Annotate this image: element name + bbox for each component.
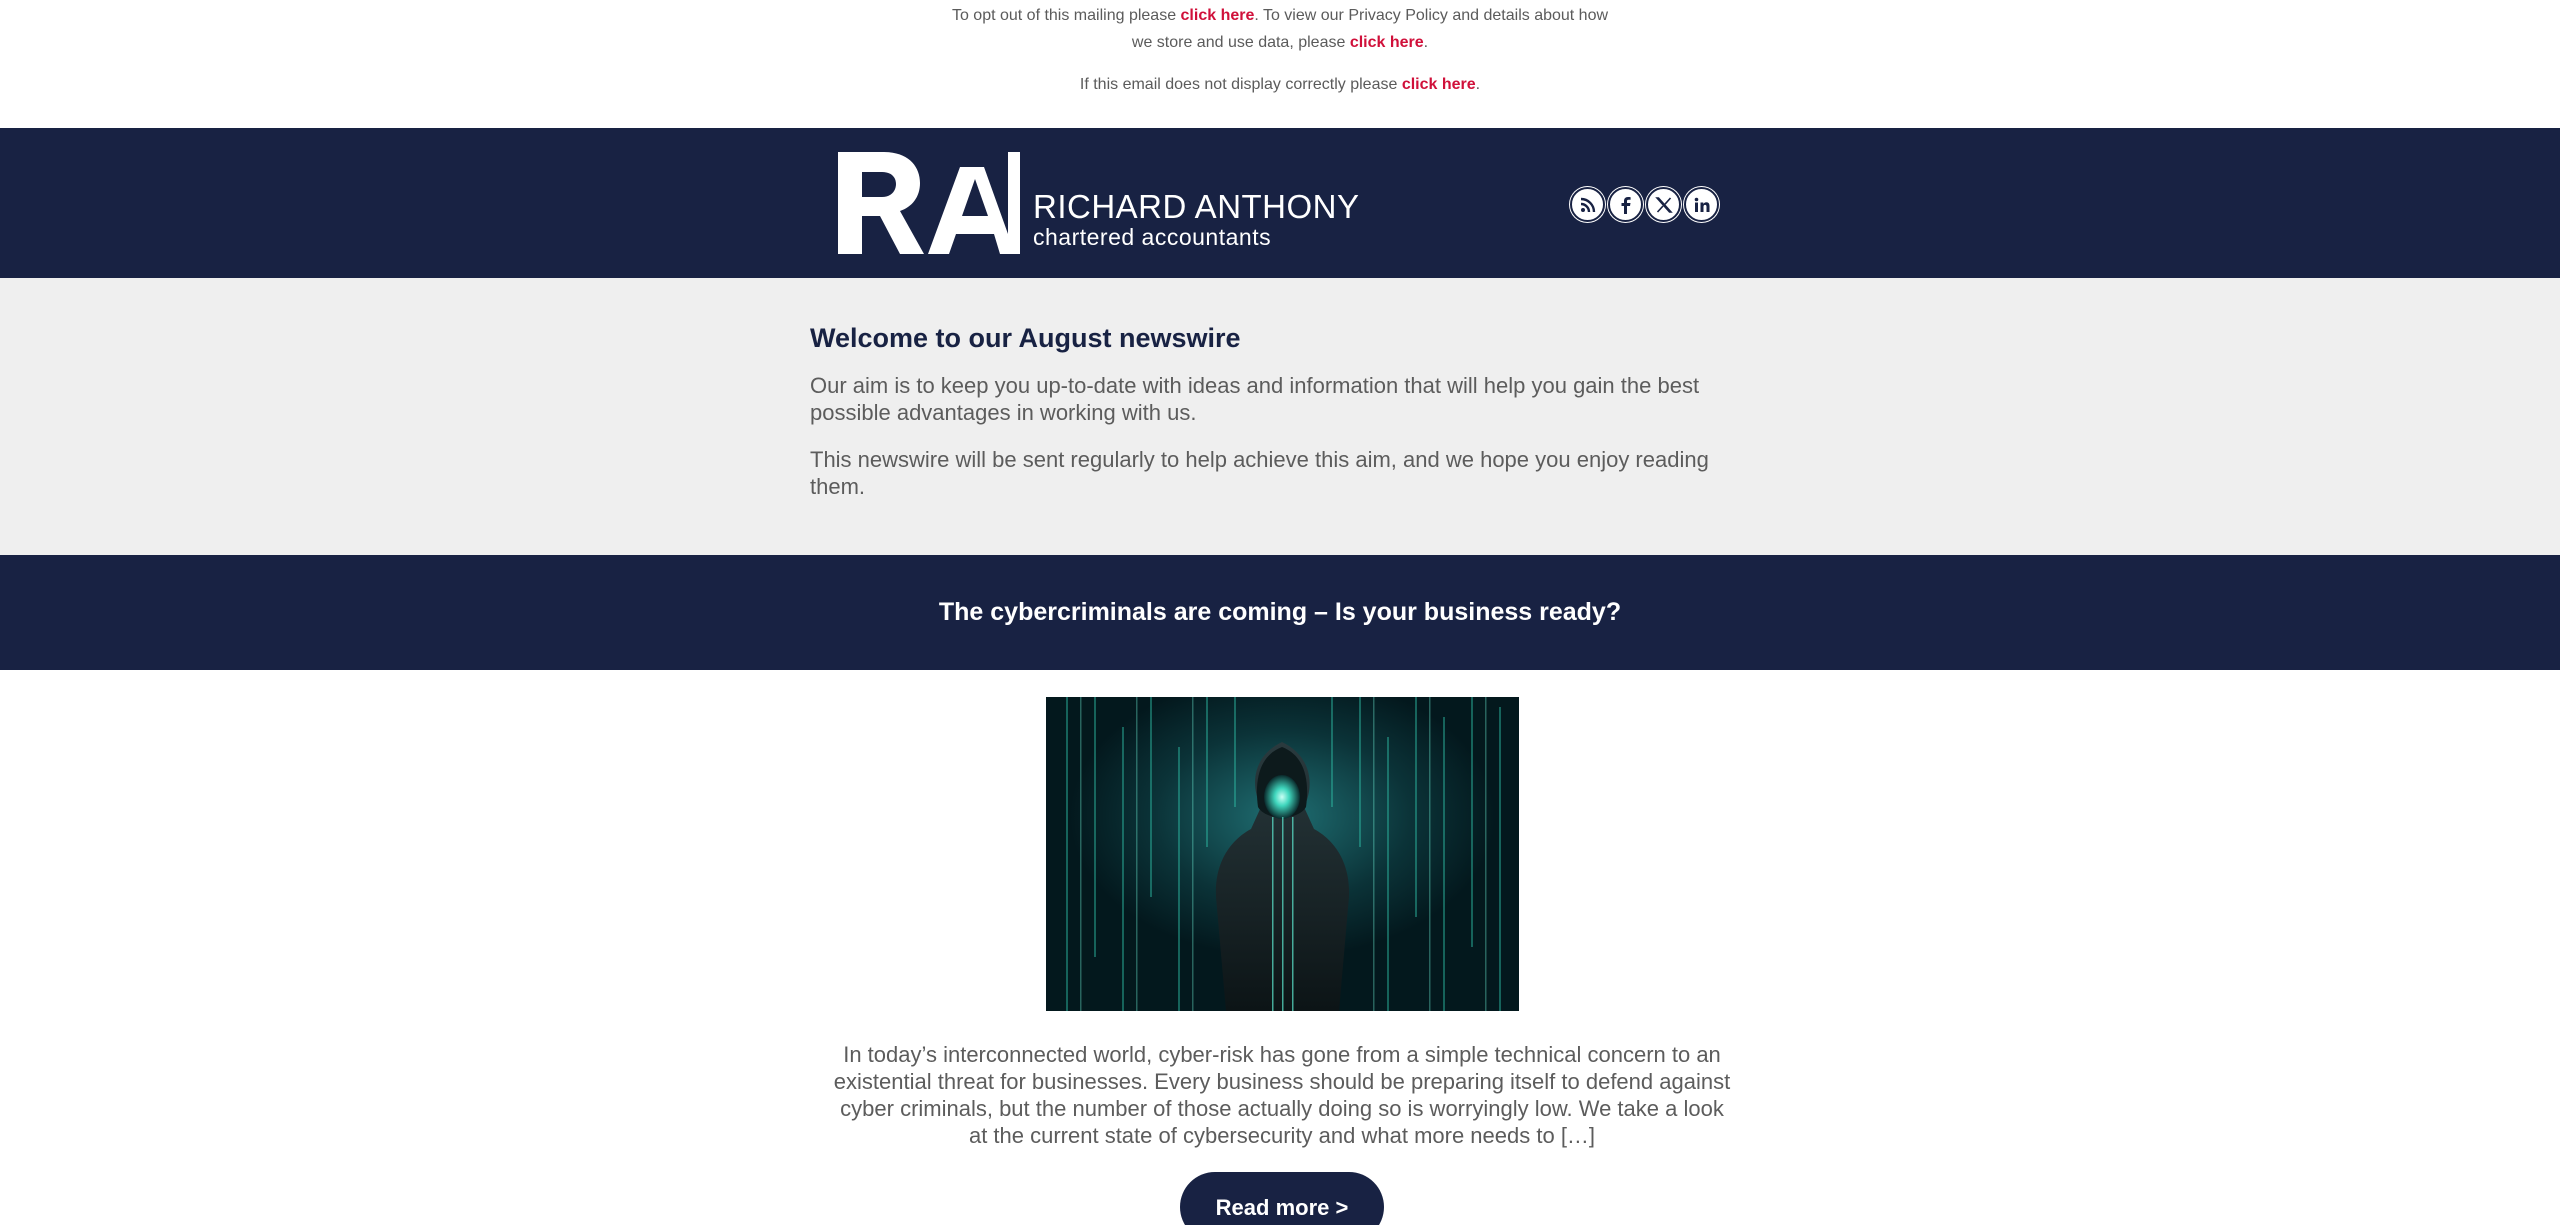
- x-twitter-icon[interactable]: [1646, 187, 1681, 222]
- article-section: [0, 670, 2560, 1225]
- hacker-illustration-icon: [1046, 697, 1519, 1011]
- privacy-line: we store and use data, please click here.: [1131, 34, 1429, 51]
- social-links: [1570, 187, 1719, 222]
- richard-anthony-logo[interactable]: [838, 152, 1360, 258]
- optout-link[interactable]: click here: [1180, 7, 1255, 24]
- ra-logo-mark-icon: [838, 152, 1020, 254]
- optout-line: To opt out of this mailing please click here. To view our Privacy Policy and details about how: [951, 7, 1609, 24]
- article-excerpt: In today’s interconnected world, cyber-risk has gone from a simple technical concern to an existential threat for businesses. Every business should be preparing itself to defend against cyber criminals, but the number of those actually doing so is worryingly low. We take a look at the current state of cybersecurity and what more needs to […]: [833, 1042, 1731, 1148]
- email-top-notes: [0, 0, 2560, 128]
- article-title: The cybercriminals are coming – Is your business ready?: [938, 598, 1622, 626]
- facebook-icon[interactable]: [1608, 187, 1643, 222]
- welcome-section: [0, 278, 2560, 555]
- read-more-button[interactable]: Read more >: [1180, 1172, 1384, 1225]
- article-title-banner: [0, 555, 2560, 670]
- linkedin-icon[interactable]: [1684, 187, 1719, 222]
- privacy-link[interactable]: click here: [1349, 34, 1424, 51]
- brand-name: RICHARD ANTHONY: [1033, 188, 1360, 225]
- welcome-content: [810, 322, 1760, 520]
- display-link[interactable]: click here: [1401, 76, 1476, 93]
- brand-tagline: chartered accountants: [1033, 224, 1272, 250]
- welcome-paragraph-2: This newswire will be sent regularly to help achieve this aim, and we hope you enjoy reading them.: [810, 447, 1709, 500]
- welcome-paragraph-1: Our aim is to keep you up-to-date with ideas and information that will help you gain the best possible advantages in working with us.: [810, 373, 1700, 426]
- rss-icon[interactable]: [1570, 187, 1605, 222]
- email-header: [0, 128, 2560, 278]
- hooded-hacker-image[interactable]: [1046, 697, 1519, 1011]
- display-line: If this email does not display correctly please click here.: [1079, 76, 1481, 93]
- welcome-title: Welcome to our August newswire: [810, 323, 1241, 353]
